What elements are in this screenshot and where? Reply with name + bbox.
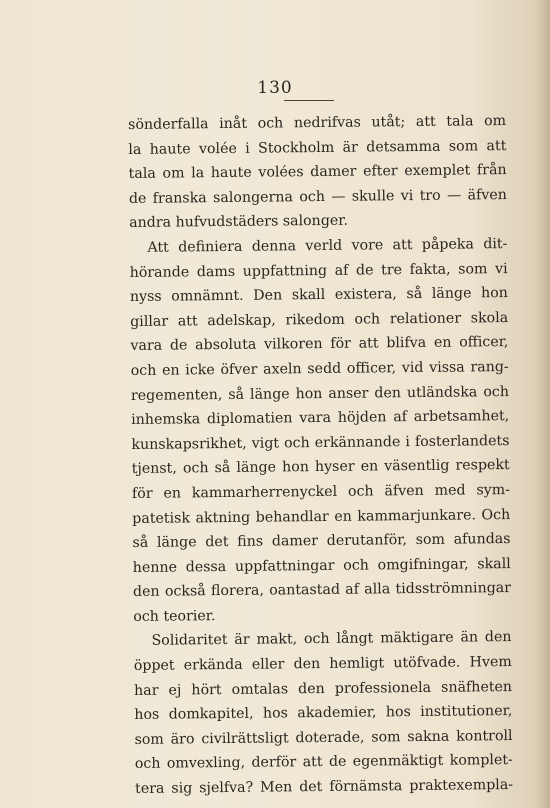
text-line: vara de absoluta vilkoren för att blifva en officer, [130, 334, 509, 355]
text-line: och teorier. [133, 607, 216, 625]
text-line: hörande dams uppfattning af de tre fakta, som vi [129, 260, 508, 281]
text-line: henne dessa uppfattningar och omgifningar, skall [132, 555, 511, 576]
body-text [128, 109, 513, 802]
text-line: patetisk aktning behandlar en kammarjunkare. Och [132, 506, 511, 527]
text-line: tera sig sjelfva? Men det förnämsta praktexempla- [134, 777, 514, 797]
text-line: inhemska diplomatien vara höjden af arbetsamhet, [131, 408, 510, 429]
text-line: tjenst, och så länge hon hyser en väsentlig respekt [131, 457, 510, 478]
text-line: som äro civilrättsligt doterade, som sakna kontroll [134, 727, 513, 748]
text-line: och omvexling, derför att de egenmäktigt komplet- [134, 752, 513, 773]
page-number-underline [284, 100, 334, 101]
page-edge-shadow [536, 0, 550, 808]
text-line: regementen, så länge hon anser den utländska och [130, 383, 510, 404]
text-line: Solidaritet är makt, och långt mäktigare än den [151, 629, 512, 650]
text-line: öppet erkända eller den hemligt utöfvade. Hvem [133, 654, 512, 675]
text-line: andra hufvudstäders salonger. [129, 213, 349, 232]
text-line: tala om la haute volées damer efter exemplet från [128, 162, 507, 183]
text-line: kunskapsrikhet, vigt och erkännande i fosterlandets [131, 432, 510, 453]
text-line: hos domkapitel, hos akademier, hos institutioner, [134, 703, 513, 724]
text-line: den också florera, oantastad af alla tidsströmningar [132, 580, 512, 601]
text-line: för en kammarherrenyckel och äfven med sym- [131, 481, 511, 502]
text-line: har ej hört omtalas den professionela snäfheten [133, 678, 513, 699]
text-line: sönderfalla inåt och nedrifvas utåt; att tala om [128, 113, 507, 133]
text-line: gillar att adelskap, rikedom och relationer skola [130, 309, 509, 330]
text-line: så länge det fins damer derutanför, som afundas [132, 531, 511, 552]
page-number: 130 [257, 78, 293, 98]
text-line: Att definiera denna verld vore att påpeka dit- [147, 236, 508, 256]
text-line: och en icke öfver axeln sedd officer, vid vissa rang- [130, 358, 509, 379]
text-line: de franska salongerna och — skulle vi tro — äfven [128, 186, 507, 207]
text-line: la haute volée i Stockholm är detsamma som att [128, 137, 507, 158]
text-line: nyss omnämnt. Den skall existera, så länge hon [129, 285, 508, 306]
